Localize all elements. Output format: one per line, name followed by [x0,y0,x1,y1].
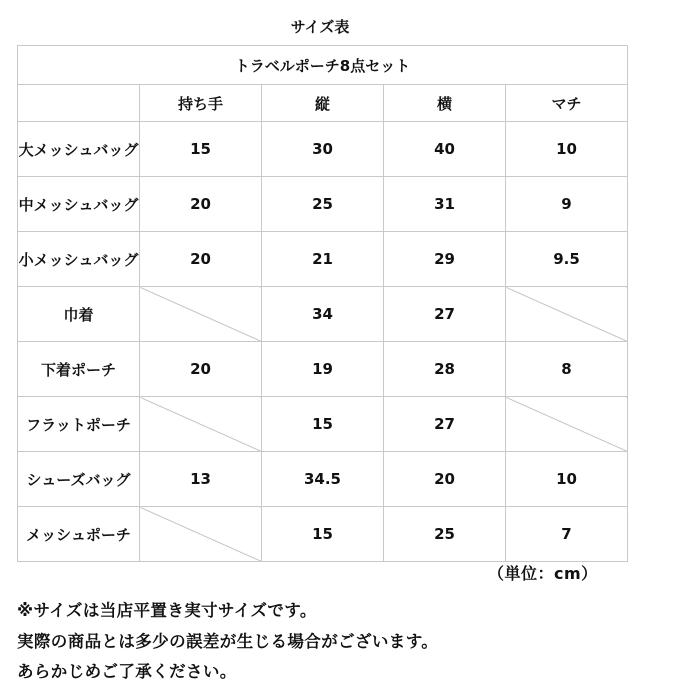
empty-gusset-cell [506,397,628,452]
table-row [18,452,628,507]
size-table [17,45,628,562]
header-cell-gusset: マチ [506,85,628,122]
height-cell: 34.5 [262,452,384,507]
gusset-cell: 9 [506,177,628,232]
table-row [18,287,628,342]
handle-cell: 15 [140,122,262,177]
row-name-cell: メッシュポーチ [18,507,140,562]
height-cell: 19 [262,342,384,397]
gusset-cell: 10 [506,122,628,177]
header-cell-width: 横 [384,85,506,122]
handle-cell: 13 [140,452,262,507]
page-title: サイズ表 [290,18,350,36]
row-name-cell: 下着ポーチ [18,342,140,397]
height-cell: 15 [262,507,384,562]
table-row [18,232,628,287]
header-cell-handle: 持ち手 [140,85,262,122]
height-cell: 25 [262,177,384,232]
row-name-cell: 小メッシュバッグ [18,232,140,287]
height-cell: 15 [262,397,384,452]
table-header-row [18,85,628,122]
empty-handle-cell [140,397,262,452]
handle-cell: 20 [140,232,262,287]
width-cell: 25 [384,507,506,562]
handle-cell: 20 [140,177,262,232]
table-row [18,177,628,232]
table-row [18,122,628,177]
width-cell: 27 [384,287,506,342]
row-name-cell: シューズバッグ [18,452,140,507]
table-row [18,342,628,397]
header-cell-height: 縦 [262,85,384,122]
empty-handle-cell [140,507,262,562]
row-name-cell: フラットポーチ [18,397,140,452]
height-cell: 30 [262,122,384,177]
height-cell: 34 [262,287,384,342]
handle-cell: 20 [140,342,262,397]
width-cell: 29 [384,232,506,287]
note-line: ※サイズは当店平置き実寸サイズです。 [17,601,317,620]
empty-gusset-cell [506,287,628,342]
table-caption-row [18,46,628,85]
width-cell: 20 [384,452,506,507]
header-cell-empty [18,85,140,122]
table-row [18,397,628,452]
width-cell: 28 [384,342,506,397]
table-caption: トラベルポーチ8点セット [18,46,628,85]
gusset-cell: 7 [506,507,628,562]
row-name-cell: 大メッシュバッグ [18,122,140,177]
gusset-cell: 8 [506,342,628,397]
row-name-cell: 巾着 [18,287,140,342]
unit-note: （単位：cm） [488,564,598,583]
gusset-cell: 10 [506,452,628,507]
gusset-cell: 9.5 [506,232,628,287]
note-line: あらかじめご了承ください。 [17,662,237,681]
width-cell: 31 [384,177,506,232]
empty-handle-cell [140,287,262,342]
note-line: 実際の商品とは多少の誤差が生じる場合がございます。 [17,631,439,651]
width-cell: 27 [384,397,506,452]
width-cell: 40 [384,122,506,177]
height-cell: 21 [262,232,384,287]
notes [17,596,438,688]
row-name-cell: 中メッシュバッグ [18,177,140,232]
table-row [18,507,628,562]
